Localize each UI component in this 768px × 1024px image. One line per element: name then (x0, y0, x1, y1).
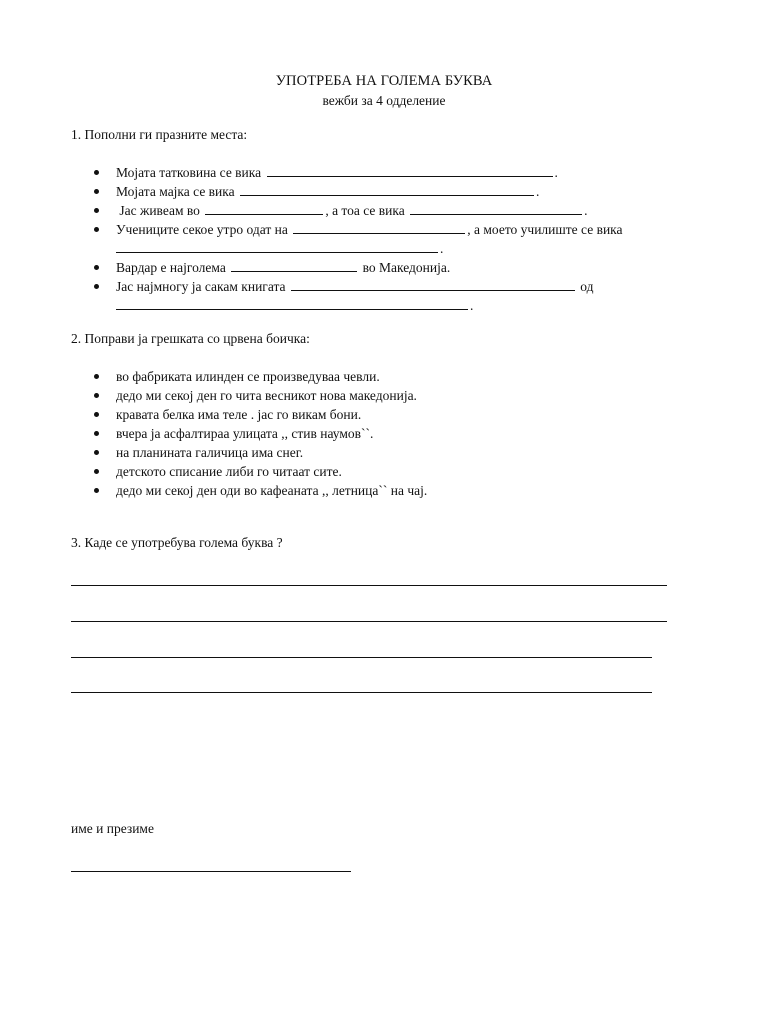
item-text: Вардар е најголема (116, 260, 226, 275)
answer-line[interactable] (71, 692, 652, 693)
list-item (90, 277, 623, 315)
section1-list (90, 163, 623, 315)
blank-line[interactable] (291, 277, 575, 291)
list-item (90, 220, 623, 258)
worksheet-subtitle: вежби за 4 одделение (322, 93, 446, 108)
section3-heading: 3. Каде се употребува голема буква ? (71, 535, 283, 550)
blank-line[interactable] (267, 163, 553, 177)
answer-line[interactable] (71, 657, 652, 658)
item-text: . (536, 184, 540, 199)
list-item: кравата белка има теле . јас го викам бони. (90, 405, 427, 424)
blank-line[interactable] (116, 239, 438, 253)
item-text: во Македонија. (362, 260, 451, 275)
worksheet-title: УПОТРЕБА НА ГОЛЕМА БУКВА (275, 73, 493, 89)
list-item: вчера ја асфалтираа улицата ,, стив наумов``. (90, 424, 427, 443)
item-text: . (470, 298, 474, 313)
item-text: . (584, 203, 588, 218)
item-text: Јас најмногу ја сакам книгата (116, 279, 286, 294)
list-item: на планината галичица има снег. (90, 443, 427, 462)
item-text: , а тоа се вика (325, 203, 405, 218)
list-item (90, 258, 623, 277)
list-item: во фабриката илинден се произведуваа чевли. (90, 367, 427, 386)
item-text: од (580, 279, 594, 294)
section2-list (90, 367, 427, 500)
blank-line[interactable] (116, 296, 468, 310)
item-text: Мојата мајка се вика (116, 184, 235, 199)
blank-line[interactable] (240, 182, 534, 196)
list-item: детското списание либи го читаат сите. (90, 462, 427, 481)
item-text: Мојата татковина се вика (116, 165, 262, 180)
item-text: . (440, 241, 444, 256)
list-item: дедо ми секој ден го чита весникот нова македонија. (90, 386, 427, 405)
answer-line[interactable] (71, 585, 667, 586)
list-item (90, 163, 623, 182)
item-text: . (554, 165, 558, 180)
item-text: Јас живеам во (119, 203, 200, 218)
blank-line[interactable] (205, 201, 323, 215)
section2-heading: 2. Поправи ја грешката со црвена боичка: (71, 331, 310, 346)
blank-line[interactable] (293, 220, 465, 234)
item-text: , а моето училиште се вика (467, 222, 623, 237)
item-text: Учениците секое утро одат на (116, 222, 288, 237)
list-item (90, 182, 623, 201)
name-label: име и презиме (71, 821, 154, 836)
blank-line[interactable] (410, 201, 582, 215)
name-line[interactable] (71, 871, 351, 872)
list-item (90, 201, 623, 220)
section1-heading: 1. Пополни ги празните места: (71, 127, 248, 142)
blank-line[interactable] (231, 258, 357, 272)
list-item: дедо ми секој ден оди во кафеаната ,, летница`` на чај. (90, 481, 427, 500)
answer-line[interactable] (71, 621, 667, 622)
